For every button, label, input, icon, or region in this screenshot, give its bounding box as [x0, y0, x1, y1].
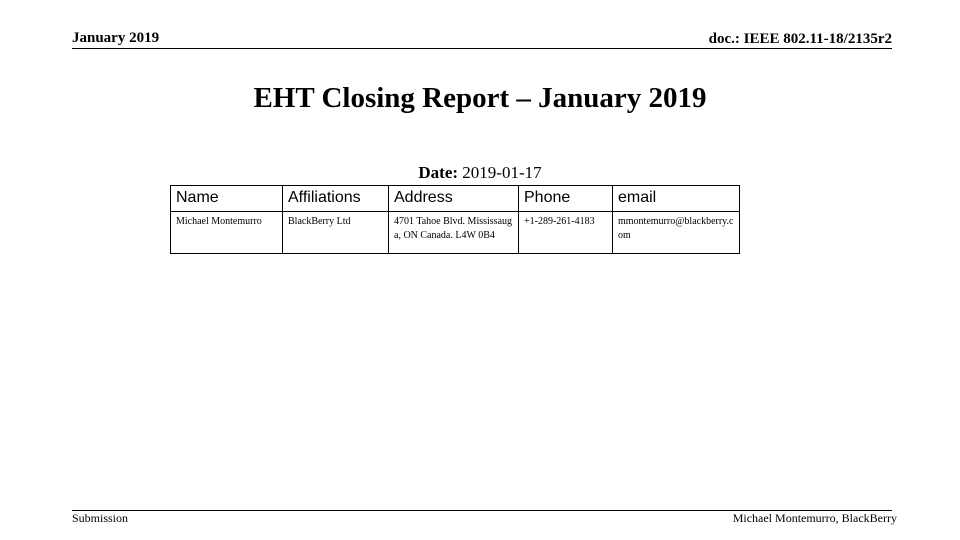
author-affiliation: BlackBerry Ltd: [283, 212, 389, 254]
author-email: mmontemurro@blackberry.com: [613, 212, 740, 254]
date-line: [0, 163, 960, 183]
author-address: 4701 Tahoe Blvd. Mississauga, ON Canada. L4W 0B4: [389, 212, 519, 254]
authors-table-header-row: [171, 186, 740, 212]
header-date: January 2019: [72, 30, 160, 46]
column-header-address: Address: [389, 186, 519, 212]
table-row: [171, 212, 740, 254]
header-divider: [72, 48, 892, 49]
footer-author: Michael Montemurro, BlackBerry: [732, 511, 897, 525]
author-phone: +1-289-261-4183: [519, 212, 613, 254]
date-value: 2019-01-17: [462, 163, 542, 182]
footer-submission: Submission: [72, 511, 129, 525]
header-doc-id: doc.: IEEE 802.11-18/2135r2: [708, 31, 892, 47]
slide-title: EHT Closing Report – January 2019: [253, 82, 707, 114]
authors-table: [170, 185, 740, 254]
column-header-email: email: [613, 186, 740, 212]
author-name: Michael Montemurro: [171, 212, 283, 254]
column-header-name: Name: [171, 186, 283, 212]
date-label: Date:: [418, 163, 459, 182]
column-header-phone: Phone: [519, 186, 613, 212]
column-header-affiliations: Affiliations: [283, 186, 389, 212]
